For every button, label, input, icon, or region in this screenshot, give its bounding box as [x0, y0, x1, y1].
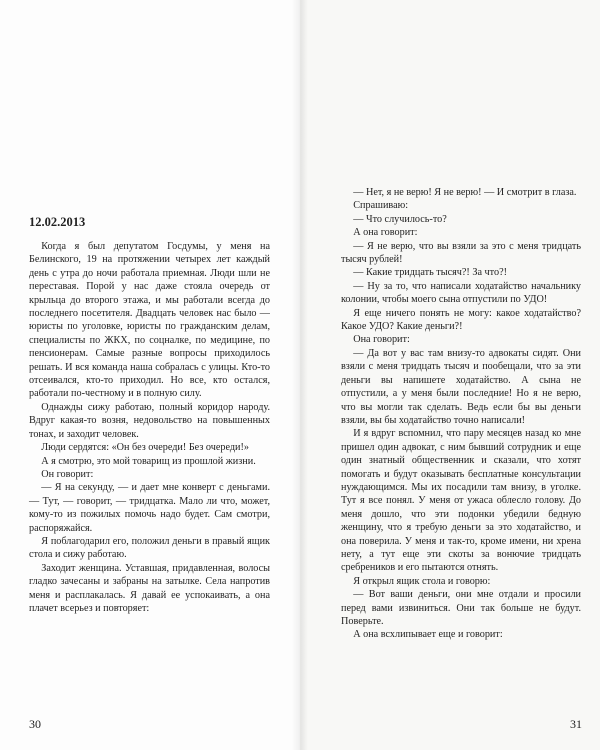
paragraph: — Я не верю, что вы взяли за это с меня тридцать тысяч рублей! [341, 240, 581, 266]
paragraph: Люди сердятся: «Он без очереди! Без очереди!» [41, 442, 249, 454]
page-number: 30 [29, 717, 41, 731]
paragraph: А она говорит: [353, 227, 418, 239]
paragraph: — Нет, я не верю! Я не верю! — И смотрит в глаза. [353, 187, 577, 198]
paragraph: Заходит женщина. Уставшая, придавленная, волосы гладко зачесаны и забраны на затылке. Села напротив меня и расплакалась. Я давай ее успокаивать, а она плачет всерьез и повторяет: [29, 562, 270, 614]
paragraph: — Да вот у вас там внизу-то адвокаты сидят. Они взяли с меня тридцать тысяч и пообещали, что за эти деньги вы напишете ходатайство. А сына не отпустили, а у меня были последние! Но я не верю, что вы могли так сделать. Ведь если бы вы деньги взяли, вы бы ходатайство точно написали! [341, 347, 581, 426]
paragraph: А она всхлипывает еще и говорит: [353, 629, 503, 641]
right-page [300, 0, 600, 750]
paragraph: — Что случилось-то? [353, 213, 447, 225]
paragraph: Она говорит: [353, 334, 410, 346]
paragraph: Спрашиваю: [353, 200, 409, 212]
paragraph: Однажды сижу работаю, полный коридор народу. Вдруг какая-то возня, недовольство на повышенных тонах, и заходит человек. [29, 401, 270, 440]
entry-date: 12.02.2013 [29, 215, 86, 229]
paragraph: Я поблагодарил его, положил деньги в правый ящик стола и сижу работаю. [29, 535, 270, 561]
paragraph: А я смотрю, это мой товарищ из прошлой жизни. [41, 455, 256, 467]
book-gutter-shadow [292, 0, 308, 750]
paragraph: — Я на секунду, — и дает мне конверт с деньгами. — Тут, — говорит, — тридцатка. Мало ли что, может, кому-то из пожилых помочь надо будет. Сам смотри, распоряжайся. [29, 482, 270, 534]
paragraph: — Вот ваши деньги, они мне отдали и просили перед вами извиниться. Они так больше не будут. Поверьте. [341, 589, 581, 627]
paragraph: Он говорит: [41, 468, 94, 480]
paragraph: Я еще ничего понять не могу: какое ходатайство? Какое УДО? Какие деньги?! [341, 307, 581, 333]
paragraph: Я открыл ящик стола и говорю: [353, 575, 491, 587]
paragraph: — Какие тридцать тысяч?! За что?! [353, 267, 507, 279]
left-page-text [29, 240, 270, 615]
paragraph: И я вдруг вспомнил, что пару месяцев назад ко мне пришел один адвокат, с ним бывший сотрудник и еще один знатный общественник и сказали, что хотят помогать и будут оказывать бесплатные консультации нуждающимся. Мы их посадили там внизу, в уголке. Тут я все понял. У меня от ужаса облесло голову. До меня дошло, что эти подонки убедили бедную женщину, что я требую деньги за это ходатайство, и она поверила. У меня и так-то, кроме имени, ни хрена нету, а тут еще эти скоты за вонючие тридцать сребреников и его пытаются отнять. [341, 428, 581, 574]
page-number: 31 [570, 717, 582, 731]
right-page-text [341, 186, 581, 642]
paragraph: — Ну за то, что написали ходатайство начальнику колонии, чтобы моего сына отпустили по УДО! [341, 280, 581, 306]
paragraph: Когда я был депутатом Госдумы, у меня на Белинского, 19 на протяжении четырех лет каждый день с утра до ночи работала приемная. Люди шли не переставая. Порой у нас даже стояла очередь от крыльца до второго этажа, и мы работали всегда до последнего посетителя. Двадцать человек нас было — юристы по уголовке, юристы по гражданским делам, специалисты по ЖКХ, по соцналке, по медицине, по пенсионерам. Самые разные вопросы приходилось решать. И вся команда наша собралась с улицы. Кто-то отсеивался, кто-то приходил. Но все, кто остался, работали по-честному и в полную силу. [29, 241, 270, 400]
